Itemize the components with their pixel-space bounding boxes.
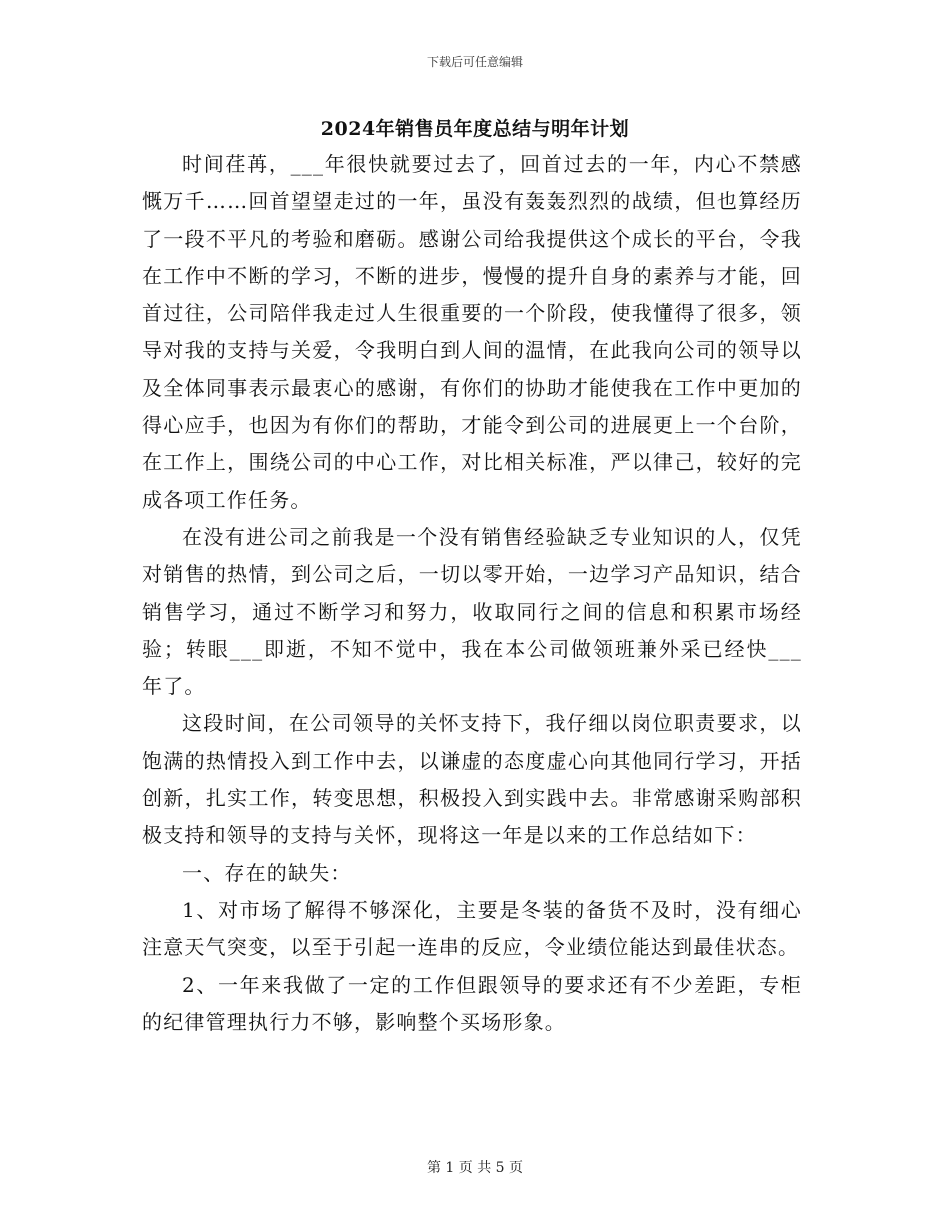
paragraph-summary-lead: 这段时间，在公司领导的关怀支持下，我仔细以岗位职责要求，以饱满的热情投入到工作中去，以谦虚的态度虚心向其他同行学习，开括创新，扎实工作，转变思想，积极投入到实践中去。非常感谢采购部积极支持和领导的支持与关怀，现将这一年是以来的工作总结如下： xyxy=(142,711,802,848)
page-header: 下载后可任意编辑 xyxy=(426,55,523,69)
section-heading-shortcomings: 一、存在的缺失： xyxy=(182,860,352,885)
paragraph-background: 在没有进公司之前我是一个没有销售经验缺乏专业知识的人，仅凭对销售的热情，到公司之后，一切以零开始，一边学习产品知识，结合销售学习，通过不断学习和努力，收取同行之间的信息和积累市场经验；转眼___即逝，不知不觉中，我在本公司做领班兼外采已经快___年了。 xyxy=(142,524,802,699)
list-item-1: 1、对市场了解得不够深化，主要是冬装的备货不及时，没有细心注意天气突变，以至于引起一连串的反应，令业绩位能达到最佳状态。 xyxy=(142,897,802,960)
page-footer: 第 1 页 共 5 页 xyxy=(426,1160,524,1176)
list-item-2: 2、一年来我做了一定的工作但跟领导的要求还有不少差距，专柜的纪律管理执行力不够，影响整个买场形象。 xyxy=(142,972,802,1034)
document-body xyxy=(142,146,802,1041)
document-title: 2024年销售员年度总结与明年计划 xyxy=(320,118,630,140)
paragraph-intro: 时间荏苒，___年很快就要过去了，回首过去的一年，内心不禁感慨万千……回首望望走过的一年，虽没有轰轰烈烈的战绩，但也算经历了一段不平凡的考验和磨砺。感谢公司给我提供这个成长的平台，令我在工作中不断的学习，不断的进步，慢慢的提升自身的素养与才能，回首过往，公司陪伴我走过人生很重要的一个阶段，使我懂得了很多，领导对我的支持与关爱，令我明白到人间的温情，在此我向公司的领导以及全体同事表示最衷心的感谢，有你们的协助才能使我在工作中更加的得心应手，也因为有你们的帮助，才能令到公司的进展更上一个台阶，在工作上，围绕公司的中心工作，对比相关标准，严以律己，较好的完成各项工作任务。 xyxy=(142,152,802,512)
